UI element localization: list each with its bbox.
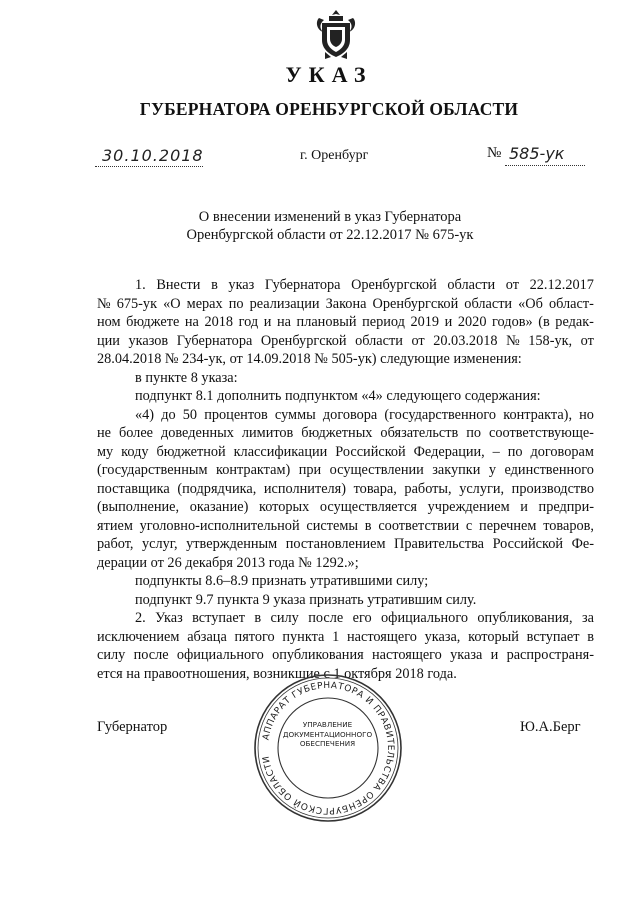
word: пункта (282, 628, 325, 645)
word: Российской (492, 536, 564, 552)
word: в (587, 628, 594, 645)
paragraph-line: «4) до 50 процентов суммы договора (государственного контракта), но (135, 406, 594, 423)
word: от (505, 277, 520, 293)
word: работы, (404, 480, 452, 497)
word: официального (176, 647, 264, 663)
word: по (228, 295, 244, 312)
word: пятого (234, 628, 275, 645)
word: но (579, 406, 594, 423)
word: товаров, (543, 517, 594, 534)
signature-position: Губернатор (97, 719, 168, 735)
word: у (488, 462, 497, 478)
word: при (298, 462, 322, 478)
word: доведенных (160, 425, 234, 441)
word: № (506, 332, 520, 349)
coat-of-arms-icon (311, 8, 361, 60)
word: товара, (353, 480, 397, 497)
paragraph-line: му коду бюджетной классификации Российской Федерации, – по договорам (97, 443, 594, 460)
word: классификации (233, 443, 328, 460)
word: от (411, 332, 425, 349)
word: закупки (432, 462, 481, 478)
word: Внести (156, 277, 201, 293)
word: учреждением (427, 499, 510, 515)
word: за (582, 610, 594, 626)
word: в (211, 277, 218, 293)
word: указ (228, 277, 255, 293)
word: бюджетной (156, 443, 226, 460)
word: (государственного (384, 406, 497, 423)
word: производство (511, 480, 594, 497)
word: Губернатора (264, 277, 341, 293)
word: 50 (182, 406, 198, 423)
word: официального (381, 610, 468, 626)
paragraph-line: 1. Внести в указ Губернатора Оренбургской области от 22.12.2017 (135, 277, 594, 293)
word: распространя- (506, 647, 594, 663)
word: 22.12.2017 (529, 277, 594, 293)
word: более (118, 425, 154, 441)
word: договорам (530, 443, 594, 460)
paragraph-line: 28.04.2018 № 234-ук, от 14.09.2018 № 505-ук) следующие изменения: (97, 351, 522, 367)
word: его (352, 610, 372, 626)
word: услуги, (459, 480, 505, 497)
word: которых (258, 499, 310, 515)
word: Оренбургской (351, 277, 437, 293)
word: процентов (204, 406, 268, 423)
word: области (355, 332, 403, 349)
word: абзаца (187, 628, 227, 645)
paragraph-line: исключением абзаца пятого пункта 1 настоящего указа, который вступает в (97, 628, 594, 645)
word: с (465, 517, 473, 534)
word: 158-ук, (528, 332, 573, 349)
word: единственного (504, 462, 594, 478)
paragraph-line: 2. Указ вступает в силу после его официального опубликования, за (135, 610, 594, 626)
word: от (580, 332, 594, 349)
paragraph-line: работ, услуг, утвержденным постановлением Правительства Российской Фе- (97, 536, 594, 552)
word: реализации (249, 295, 320, 312)
word: до (161, 406, 176, 423)
word: соответствии (378, 517, 460, 534)
word: услуг, (142, 536, 178, 552)
word: обязательств (380, 425, 459, 441)
number-underline (505, 165, 585, 166)
word: 20.03.2018 (433, 332, 498, 349)
word: который (468, 628, 519, 645)
paragraph-line: ном бюджете на 2018 год и на плановый период 2019 и 2020 годов» (в редак- (97, 314, 594, 330)
word: вступает (192, 610, 245, 626)
word: (в (538, 314, 550, 330)
stamp-inner-line: ДОКУМЕНТАЦИОННОГО (282, 729, 373, 739)
word: предпри- (538, 499, 594, 515)
word: на (276, 314, 291, 330)
word: указов (128, 332, 169, 349)
word: год (238, 314, 259, 330)
paragraph-line: ется на правоотношения, возникшие с 1 октября 2018 года. (97, 665, 457, 682)
word: и (263, 314, 272, 330)
document-title: УКАЗ (285, 62, 373, 87)
word: Правительства (394, 536, 485, 552)
word: после (308, 610, 344, 626)
paragraph-line: подпункт 8.1 дополнить подпунктом «4» следующего содержания: (135, 388, 541, 404)
paragraph-line: (выполнение, оказание) которых осуществляется учреждением и предпри- (97, 499, 594, 515)
word: Губернатора (176, 332, 253, 349)
word: «О (163, 295, 181, 312)
word: договора (322, 406, 378, 423)
word: 1 (332, 628, 340, 645)
word: плановый (296, 314, 357, 330)
word: – (492, 443, 500, 460)
word: области (447, 277, 496, 293)
word: 2020 (457, 314, 487, 330)
paragraph-line: дерации от 26 декабря 2013 года № 1292.»; (97, 554, 359, 571)
word: в (254, 610, 262, 626)
number-label: № (487, 145, 502, 161)
document-subtitle: ГУБЕРНАТОРА ОРЕНБУРГСКОЙ ОБЛАСТИ (139, 99, 519, 119)
word: указа (450, 647, 483, 663)
paragraph-line: ятием уголовно-исполнительной системы в соответствии с перечнем товаров, (97, 517, 594, 534)
word: лимитов (241, 425, 294, 441)
word: исполнителя) (263, 480, 347, 497)
word: опубликования, (477, 610, 573, 626)
document-date: 30.10.2018 (102, 146, 204, 165)
word: бюджете (126, 314, 180, 330)
paragraph-line: ции указов Губернатора Оренбургской области от 20.03.2018 № 158-ук, от (97, 332, 594, 349)
word: Оренбургской (372, 295, 459, 312)
document-number: 585-ук (509, 144, 565, 163)
word: системы (306, 517, 358, 534)
word: оказание) (189, 499, 249, 515)
subject-line: О внесении изменений в указ Губернатора (198, 209, 462, 225)
word: постановлением (285, 536, 386, 552)
word: области (464, 295, 513, 312)
word: годов» (492, 314, 533, 330)
word: контракта), (503, 406, 573, 423)
document-body (97, 276, 594, 683)
word: вступает (526, 628, 580, 645)
word: (подрядчика, (177, 480, 257, 497)
word: мерах (186, 295, 223, 312)
word: указа, (424, 628, 461, 645)
document-city: г. Оренбург (300, 148, 369, 163)
subject-line: Оренбургской области от 22.12.2017 № 675-ук (186, 227, 474, 243)
stamp-inner-line: ОБЕСПЕЧЕНИЯ (299, 739, 356, 748)
word: после (133, 647, 169, 663)
word: по (507, 443, 523, 460)
word: Федерации, (413, 443, 485, 460)
paragraph-line: в пункте 8 указа: (135, 369, 238, 386)
word: перечнем (479, 517, 537, 534)
word: осуществлении (329, 462, 424, 478)
word: 2019 (410, 314, 440, 330)
word: бюджетных (301, 425, 373, 441)
word: в (364, 517, 372, 534)
document-subject (150, 208, 510, 244)
word: област- (548, 295, 594, 312)
word: 2018 (204, 314, 234, 330)
paragraph-line: (государственным контрактам) при осуществлении закупки у единственного (97, 462, 594, 478)
paragraph-line: поставщика (подрядчика, исполнителя) товара, работы, услуги, производство (97, 480, 594, 497)
word: Оренбургской (260, 332, 347, 349)
word: осуществляется (319, 499, 417, 515)
paragraph-line: не более доведенных лимитов бюджетных обязательств по соответствующе- (97, 425, 594, 441)
word: Указ (155, 610, 183, 626)
word: период (362, 314, 405, 330)
word: контрактам) (215, 462, 291, 478)
word: по (466, 425, 482, 441)
word: настоящего (346, 628, 417, 645)
stamp-ring-text: АППАРАТ ГУБЕРНАТОРА И ПРАВИТЕЛЬСТВА ОРЕНБУРГСКОЙ ОБЛАСТИ (261, 680, 396, 816)
word: и (490, 647, 499, 663)
word: суммы (274, 406, 316, 423)
word: коду (121, 443, 149, 460)
word: и (520, 499, 528, 515)
word: 675-ук (116, 295, 158, 312)
word: редак- (555, 314, 594, 330)
word: «Об (518, 295, 543, 312)
word: на (184, 314, 199, 330)
stamp-inner-line: УПРАВЛЕНИЕ (302, 720, 353, 729)
paragraph-line: № 675-ук «О мерах по реализации Закона Оренбургской области «Об област- (97, 295, 594, 312)
paragraph-line: подпункты 8.6–8.9 признать утратившими силу; (135, 573, 429, 589)
word: силу (270, 610, 299, 626)
word: Фе- (571, 536, 594, 552)
word: опубликования (272, 647, 364, 663)
word: Российской (335, 443, 406, 460)
word: настоящего (371, 647, 442, 663)
paragraph-line: подпункт 9.7 пункта 9 указа признать утратившим силу. (135, 591, 477, 608)
word: Закона (325, 295, 367, 312)
signature-name: Ю.А.Берг (520, 719, 581, 735)
word: утвержденным (186, 536, 278, 552)
word: и (444, 314, 453, 330)
word: соответствующе- (489, 425, 594, 441)
paragraph-line: силу после официального опубликования настоящего указа и распространя- (97, 647, 594, 663)
stamp-inner-text (280, 720, 375, 749)
date-underline (95, 166, 203, 167)
word: уголовно-исполнительной (139, 517, 300, 534)
